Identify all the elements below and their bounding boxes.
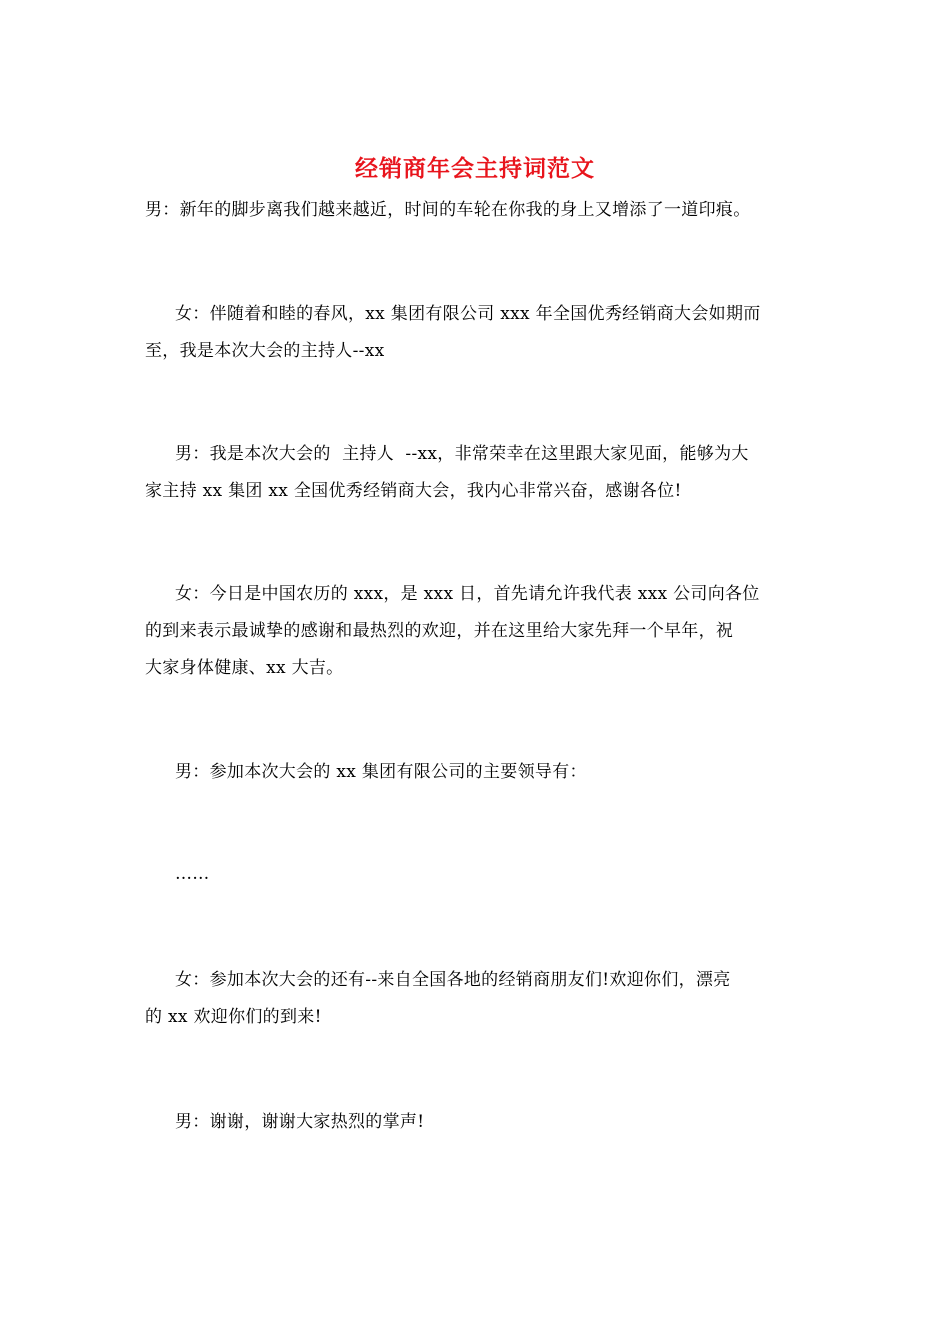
paragraph-8 — [145, 1104, 807, 1141]
paragraph-line: 男：谢谢，谢谢大家热烈的掌声! — [175, 1112, 425, 1132]
ellipsis-line: …… — [175, 864, 210, 884]
paragraph-line: 女：今日是中国农历的 xxx，是 xxx 日，首先请允许我代表 xxx 公司向各位 — [175, 584, 760, 604]
paragraph-5 — [145, 754, 807, 791]
paragraph-line: 家主持 xx 集团 xx 全国优秀经销商大会，我内心非常兴奋，感谢各位! — [145, 481, 682, 501]
paragraph-2 — [145, 296, 807, 370]
paragraph-4 — [145, 576, 807, 687]
paragraph-6 — [145, 856, 807, 893]
paragraph-7 — [145, 962, 807, 1036]
paragraph-line: 女：参加本次大会的还有--来自全国各地的经销商朋友们!欢迎你们，漂亮 — [175, 970, 731, 990]
paragraph-line: 男：我是本次大会的 主持人 --xx，非常荣幸在这里跟大家见面，能够为大 — [175, 444, 749, 464]
paragraph-line: 至，我是本次大会的主持人--xx — [145, 341, 385, 361]
document-title: 经销商年会主持词范文 — [355, 155, 595, 182]
paragraph-3 — [145, 436, 807, 510]
paragraph-line: 女：伴随着和睦的春风，xx 集团有限公司 xxx 年全国优秀经销商大会如期而 — [175, 304, 761, 324]
paragraph-line: 男：参加本次大会的 xx 集团有限公司的主要领导有： — [175, 762, 587, 782]
paragraph-line: 的到来表示最诚挚的感谢和最热烈的欢迎，并在这里给大家先拜一个早年，祝 — [145, 621, 734, 641]
paragraph-1 — [145, 192, 807, 229]
paragraph-line: 男：新年的脚步离我们越来越近，时间的车轮在你我的身上又增添了一道印痕。 — [145, 200, 751, 220]
paragraph-line: 的 xx 欢迎你们的到来! — [145, 1007, 322, 1027]
paragraph-line: 大家身体健康、xx 大吉。 — [145, 658, 344, 678]
